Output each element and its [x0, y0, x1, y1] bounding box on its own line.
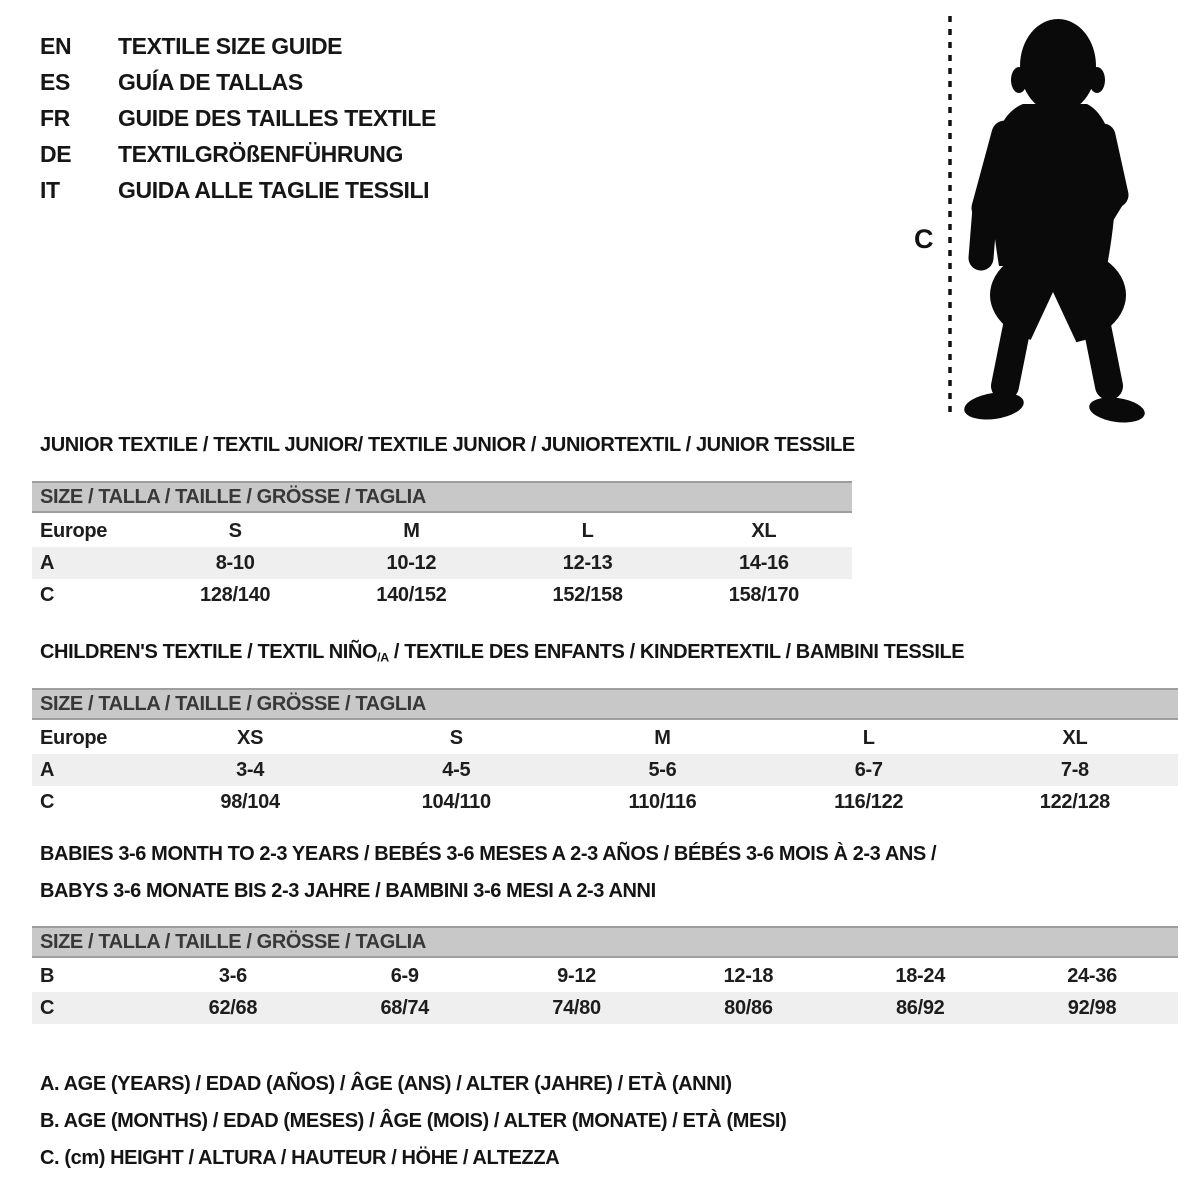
row-label: Europe: [40, 520, 108, 542]
months-cell: 12-18: [723, 965, 774, 987]
table-row-europe: [32, 722, 1178, 754]
section-title-babies-line2: BABYS 3-6 MONATE BIS 2-3 JAHRE / BAMBINI 3-6 MESI A 2-3 ANNI: [40, 880, 656, 902]
section-title-children-sub: /A: [377, 650, 389, 665]
language-row-fr: [40, 100, 436, 136]
row-label: C: [40, 791, 55, 813]
months-cell: 18-24: [895, 965, 946, 987]
row-label: C: [40, 584, 55, 606]
size-cell: S: [228, 520, 242, 542]
baby-leg-left: [1005, 326, 1017, 386]
size-table-header: SIZE / TALLA / TAILLE / GRÖSSE / TAGLIA: [32, 481, 852, 513]
baby-head: [1020, 19, 1096, 113]
size-table-junior: [32, 481, 852, 611]
baby-leg-right: [1097, 326, 1109, 386]
age-cell: 14-16: [739, 552, 789, 574]
height-cell: 62/68: [208, 997, 258, 1019]
size-table-header: SIZE / TALLA / TAILLE / GRÖSSE / TAGLIA: [32, 688, 1178, 720]
height-measure-figure: [900, 8, 1152, 430]
table-row-months: [32, 960, 1178, 992]
age-cell: 12-13: [562, 552, 613, 574]
height-cell: 122/128: [1039, 791, 1110, 813]
legend-line-a: A. AGE (YEARS) / EDAD (AÑOS) / ÂGE (ANS) / ALTER (JAHRE) / ETÀ (ANNI): [40, 1073, 732, 1095]
age-cell: 8-10: [215, 552, 255, 574]
size-cell: S: [449, 727, 463, 749]
language-title: TEXTILGRÖßENFÜHRUNG: [118, 141, 403, 167]
age-cell: 3-4: [236, 759, 265, 781]
baby-arm-left-lower: [981, 208, 985, 258]
row-label: Europe: [40, 727, 108, 749]
height-cell: 152/158: [552, 584, 623, 606]
size-cell: M: [403, 520, 420, 542]
language-code: ES: [40, 69, 70, 95]
height-cell: 80/86: [724, 997, 773, 1019]
months-cell: 6-9: [390, 965, 419, 987]
height-cell: 74/80: [552, 997, 601, 1019]
size-cell: XL: [1062, 727, 1088, 749]
height-cell: 86/92: [895, 997, 945, 1019]
height-cell: 128/140: [200, 584, 271, 606]
table-row-europe: [32, 515, 852, 547]
age-cell: 7-8: [1060, 759, 1089, 781]
age-cell: 6-7: [854, 759, 883, 781]
language-row-es: [40, 64, 436, 100]
size-table-children: [32, 688, 1178, 818]
baby-foot-right: [1088, 394, 1147, 426]
legend-line-b: B. AGE (MONTHS) / EDAD (MESES) / ÂGE (MOIS) / ALTER (MONATE) / ETÀ (MESI): [40, 1110, 787, 1132]
table-row-height: [32, 786, 1178, 818]
section-title-children: [40, 641, 964, 664]
language-row-it: [40, 172, 436, 208]
measure-label-c: C: [914, 224, 934, 254]
language-code: EN: [40, 33, 72, 59]
language-list: [40, 28, 436, 208]
months-cell: 24-36: [1067, 965, 1117, 987]
size-cell: L: [581, 520, 594, 542]
section-title-children-before: CHILDREN'S TEXTILE / TEXTIL NIÑO: [40, 641, 378, 663]
language-code: FR: [40, 105, 70, 131]
legend-line-c: C. (cm) HEIGHT / ALTURA / HAUTEUR / HÖHE / ALTEZZA: [40, 1147, 560, 1169]
table-row-height: [32, 992, 1178, 1024]
size-cell: XS: [237, 727, 264, 749]
size-table-babies: [32, 926, 1178, 1024]
size-cell: XL: [751, 520, 777, 542]
language-title: TEXTILE SIZE GUIDE: [118, 33, 343, 59]
table-row-age: [32, 547, 852, 579]
table-row-age: [32, 754, 1178, 786]
table-row-height: [32, 579, 852, 611]
height-cell: 68/74: [380, 997, 430, 1019]
height-cell: 98/104: [220, 791, 280, 813]
size-table-header: SIZE / TALLA / TAILLE / GRÖSSE / TAGLIA: [32, 926, 1178, 958]
age-cell: 4-5: [442, 759, 471, 781]
size-cell: L: [862, 727, 875, 749]
language-title: GUÍA DE TALLAS: [118, 69, 303, 95]
row-label: A: [40, 552, 55, 574]
language-code: IT: [40, 177, 60, 203]
row-label: A: [40, 759, 55, 781]
size-cell: M: [654, 727, 671, 749]
legend: [40, 1066, 786, 1177]
height-cell: 92/98: [1067, 997, 1117, 1019]
section-title-junior: JUNIOR TEXTILE / TEXTIL JUNIOR/ TEXTILE JUNIOR / JUNIORTEXTIL / JUNIOR TESSILE: [40, 434, 855, 456]
baby-silhouette: [962, 19, 1146, 426]
height-cell: 158/170: [728, 584, 799, 606]
row-label: B: [40, 965, 55, 987]
language-title: GUIDA ALLE TAGLIE TESSILI: [118, 177, 430, 203]
row-label: C: [40, 997, 55, 1019]
section-title-babies-line1: BABIES 3-6 MONTH TO 2-3 YEARS / BEBÉS 3-6 MESES A 2-3 AÑOS / BÉBÉS 3-6 MOIS À 2-3 ANS /: [40, 843, 937, 865]
section-title-children-after: / TEXTILE DES ENFANTS / KINDERTEXTIL / BAMBINI TESSILE: [388, 641, 965, 663]
language-code: DE: [40, 141, 72, 167]
height-cell: 116/122: [834, 791, 904, 813]
age-cell: 5-6: [648, 759, 677, 781]
language-row-de: [40, 136, 436, 172]
height-cell: 104/110: [421, 791, 491, 813]
months-cell: 3-6: [218, 965, 247, 987]
language-title: GUIDE DES TAILLES TEXTILE: [118, 105, 436, 131]
height-cell: 110/116: [628, 791, 697, 813]
language-row-en: [40, 28, 436, 64]
height-cell: 140/152: [376, 584, 447, 606]
months-cell: 9-12: [557, 965, 596, 987]
age-cell: 10-12: [386, 552, 437, 574]
